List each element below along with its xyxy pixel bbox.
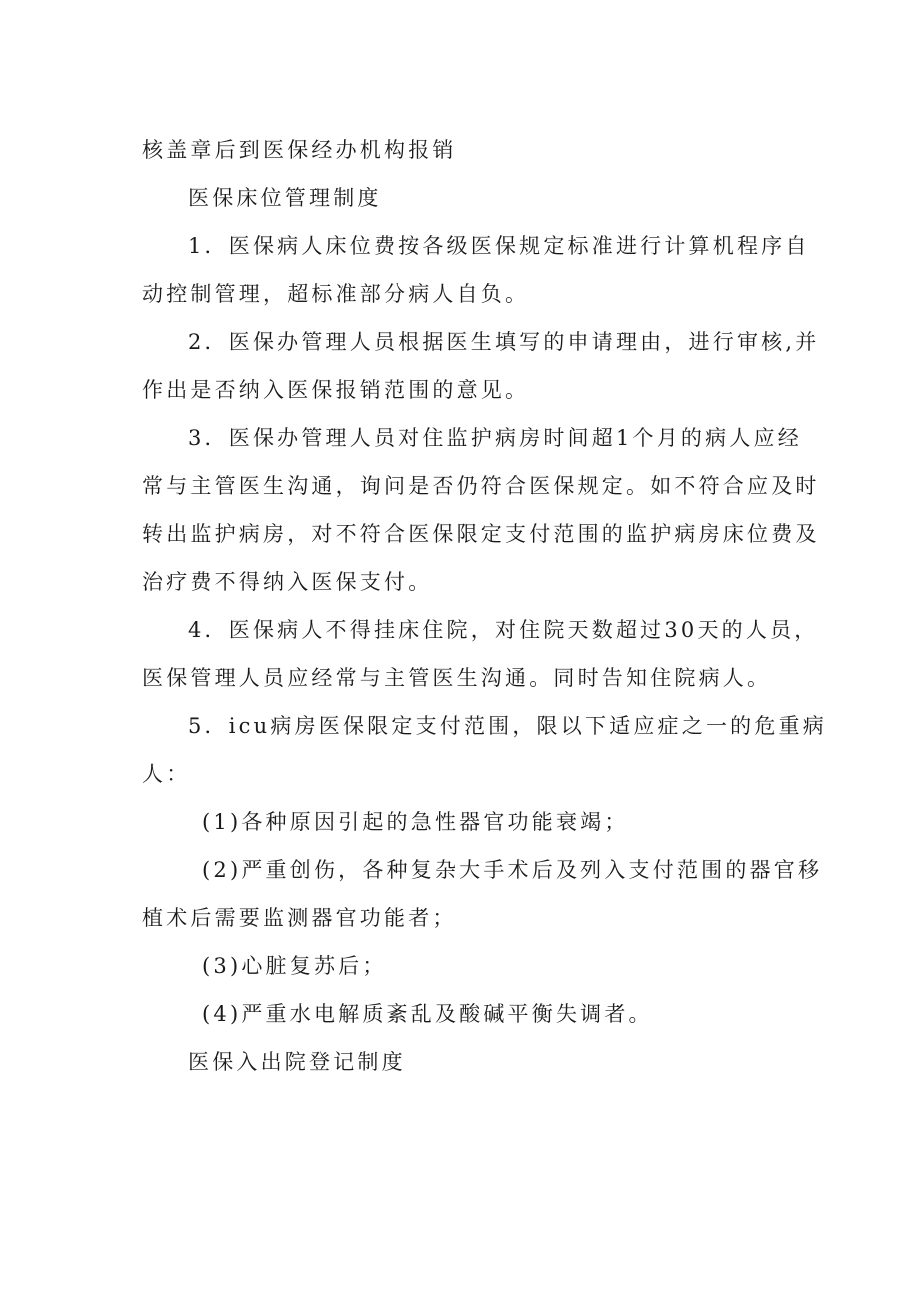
text-line: 1．医保病人床位费按各级医保规定标准进行计算机程序自	[188, 234, 810, 258]
text-line: 人：	[142, 762, 191, 786]
text-line: 5．icu病房医保限定支付范围，限以下适应症之一的危重病	[188, 714, 827, 738]
sub-item: (1)各种原因引起的急性器官功能衰竭；	[202, 810, 629, 834]
document-body	[142, 132, 827, 1092]
text-line: 动控制管理，超标准部分病人自负。	[142, 282, 530, 306]
text-line: 植术后需要监测器官功能者；	[142, 906, 457, 930]
section-heading-admission-registration: 医保入出院登记制度	[188, 1050, 406, 1074]
sub-item: (3)心脏复苏后；	[202, 954, 387, 978]
sub-item: (2)严重创伤，各种复杂大手术后及列入支付范围的器官移	[202, 858, 823, 882]
text-line: 核盖章后到医保经办机构报销	[142, 138, 457, 162]
text-line: 转出监护病房，对不符合医保限定支付范围的监护病房床位费及	[142, 522, 820, 546]
text-line: 常与主管医生沟通，询问是否仍符合医保规定。如不符合应及时	[142, 474, 820, 498]
text-line: 治疗费不得纳入医保支付。	[142, 570, 433, 594]
sub-item: (4)严重水电解质紊乱及酸碱平衡失调者。	[202, 1002, 653, 1026]
text-line: 作出是否纳入医保报销范围的意见。	[142, 378, 530, 402]
text-line: 4．医保病人不得挂床住院，对住院天数超过30天的人员，	[188, 618, 819, 642]
text-line: 3．医保办管理人员对住监护病房时间超1个月的病人应经	[188, 426, 802, 450]
text-line: 2．医保办管理人员根据医生填写的申请理由，进行审核,并	[188, 330, 820, 354]
text-line: 医保管理人员应经常与主管医生沟通。同时告知住院病人。	[142, 666, 772, 690]
section-heading-bed-management: 医保床位管理制度	[188, 186, 382, 210]
